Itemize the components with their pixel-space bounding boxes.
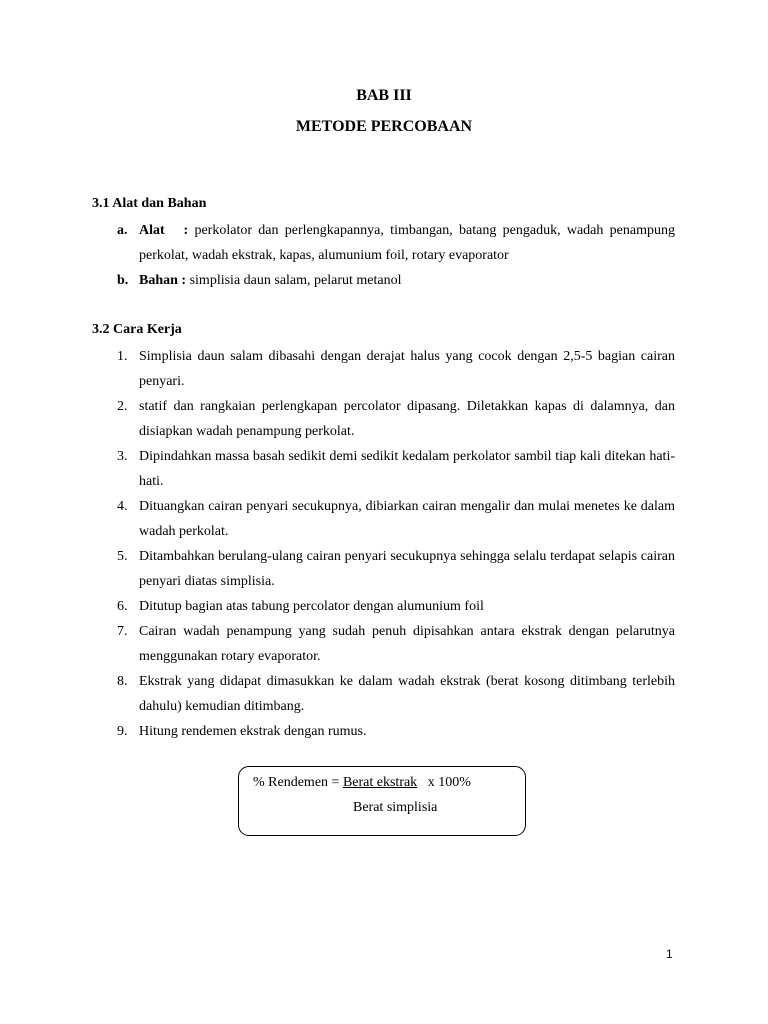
item-text: perkolator dan perlengkapannya, timbangan, batang pengaduk, wadah penampung perkolat, wadah ekstrak, kapas, alumunium foil, rotary evaporator	[139, 223, 675, 263]
formula-numerator: Berat ekstrak	[342, 775, 418, 790]
list-marker: a.	[117, 223, 128, 238]
step-number: 2.	[117, 399, 128, 414]
alat-bahan-list	[117, 218, 675, 293]
list-item	[117, 544, 675, 594]
step-number: 5.	[117, 549, 128, 564]
step-text: Simplisia daun salam dibasahi dengan derajat halus yang cocok dengan 2,5-5 bagian cairan penyari.	[139, 349, 675, 389]
section-heading-cara-kerja: 3.2 Cara Kerja	[92, 322, 182, 337]
step-number: 3.	[117, 449, 128, 464]
list-item-alat	[117, 218, 675, 268]
step-text: Dituangkan cairan penyari secukupnya, dibiarkan cairan mengalir dan mulai menetes ke dalam wadah perkolat.	[139, 499, 675, 539]
list-item	[117, 344, 675, 394]
chapter-title: METODE PERCOBAAN	[295, 118, 473, 135]
section-heading-alat-bahan: 3.1 Alat dan Bahan	[92, 196, 207, 211]
step-number: 9.	[117, 724, 128, 739]
page-number: 1	[666, 947, 673, 961]
formula-line	[253, 775, 471, 791]
step-number: 4.	[117, 499, 128, 514]
step-text: Cairan wadah penampung yang sudah penuh dipisahkan antara ekstrak dengan pelarutnya menggunakan rotary evaporator.	[139, 624, 675, 664]
item-separator: :	[183, 223, 189, 238]
step-text: Ekstrak yang didapat dimasukkan ke dalam wadah ekstrak (berat kosong ditimbang terlebih dahulu) kemudian ditimbang.	[139, 674, 675, 714]
chapter-number: BAB III	[356, 87, 412, 104]
item-label: Alat	[139, 223, 165, 238]
step-text: statif dan rangkaian perlengkapan percolator dipasang. Diletakkan kapas di dalamnya, dan disiapkan wadah penampung perkolat.	[139, 399, 675, 439]
step-number: 8.	[117, 674, 128, 689]
item-label: Bahan	[139, 273, 178, 288]
list-item	[117, 719, 675, 744]
list-item	[117, 619, 675, 669]
list-item	[117, 394, 675, 444]
step-text: Ditutup bagian atas tabung percolator dengan alumunium foil	[139, 599, 484, 614]
list-item-bahan	[117, 268, 675, 293]
step-number: 6.	[117, 599, 128, 614]
list-item	[117, 669, 675, 719]
step-text: Hitung rendemen ekstrak dengan rumus.	[139, 724, 367, 739]
list-item	[117, 444, 675, 494]
step-text: Dipindahkan massa basah sedikit demi sedikit kedalam perkolator sambil tiap kali ditekan hati-hati.	[139, 449, 675, 489]
formula-denominator: Berat simplisia	[353, 800, 438, 815]
list-item	[117, 594, 675, 619]
step-number: 1.	[117, 349, 128, 364]
formula-multiplier: x 100%	[427, 775, 471, 790]
list-item	[117, 494, 675, 544]
item-text: simplisia daun salam, pelarut metanol	[189, 273, 402, 288]
list-marker: b.	[117, 273, 129, 288]
rendemen-formula-box	[238, 766, 526, 836]
formula-lhs: % Rendemen =	[253, 775, 340, 790]
item-separator: :	[181, 273, 187, 288]
step-text: Ditambahkan berulang-ulang cairan penyari secukupnya sehingga selalu terdapat selapis cairan penyari diatas simplisia.	[139, 549, 675, 589]
cara-kerja-list	[117, 344, 675, 744]
step-number: 7.	[117, 624, 128, 639]
